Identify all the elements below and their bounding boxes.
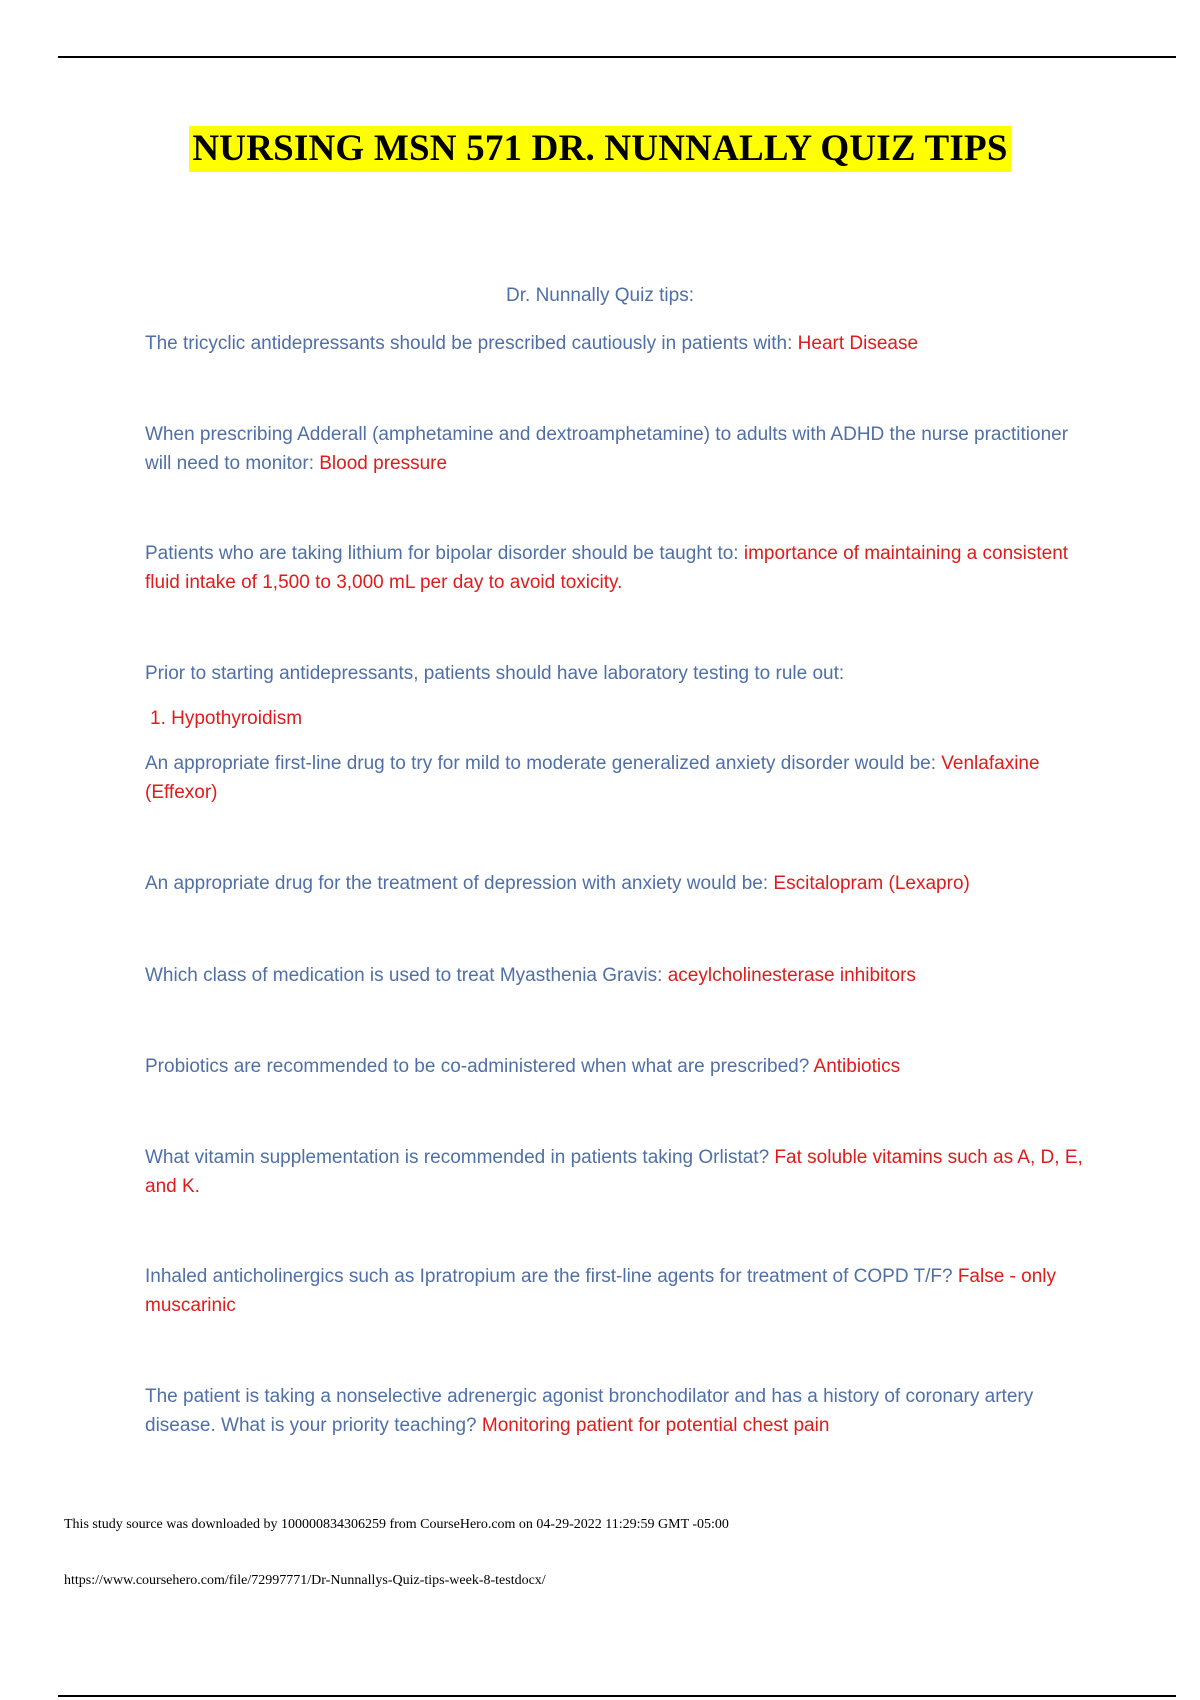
quiz-answer: Fat soluble vitamins such as A, D, E, and K. <box>145 1147 1083 1197</box>
quiz-question: What vitamin supplementation is recommended in patients taking Orlistat? <box>145 1147 775 1168</box>
quiz-answer: aceylcholinesterase inhibitors <box>667 965 916 986</box>
quiz-question: An appropriate first-line drug to try for mild to moderate generalized anxiety disorder would be: <box>145 753 942 774</box>
quiz-item <box>145 1262 1090 1320</box>
quiz-answer: Blood pressure <box>319 453 448 474</box>
quiz-answer: Heart Disease <box>797 333 919 354</box>
document-title: NURSING MSN 571 DR. NUNNALLY QUIZ TIPS <box>189 126 1010 172</box>
quiz-question: Probiotics are recommended to be co-administered when what are prescribed? <box>145 1056 814 1077</box>
top-divider <box>58 56 1176 58</box>
title-container <box>0 126 1200 172</box>
quiz-item <box>145 1382 1090 1440</box>
quiz-item <box>145 961 1090 990</box>
source-url: https://www.coursehero.com/file/72997771/Dr-Nunnallys-Quiz-tips-week-8-testdocx/ <box>64 1573 546 1588</box>
quiz-answer: Antibiotics <box>813 1056 901 1077</box>
quiz-question: Patients who are taking lithium for bipolar disorder should be taught to: <box>145 543 744 564</box>
quiz-question: Which class of medication is used to treat Myasthenia Gravis: <box>145 965 668 986</box>
quiz-answer: False - only muscarinic <box>145 1266 1057 1316</box>
quiz-question: The patient is taking a nonselective adrenergic agonist bronchodilator and has a history of coronary artery disease. What is your priority teaching? <box>145 1386 1034 1436</box>
quiz-item <box>145 329 1090 358</box>
document-subtitle: Dr. Nunnally Quiz tips: <box>506 285 694 306</box>
quiz-answer: importance of maintaining a consistent fluid intake of 1,500 to 3,000 mL per day to avoid toxicity. <box>145 543 1069 593</box>
download-source-note: This study source was downloaded by 100000834306259 from CourseHero.com on 04-29-2022 11:29:59 GMT -05:00 <box>64 1517 729 1532</box>
quiz-question: Prior to starting antidepressants, patients should have laboratory testing to rule out: <box>145 663 845 684</box>
quiz-question: An appropriate drug for the treatment of depression with anxiety would be: <box>145 873 774 894</box>
bottom-divider <box>58 1695 1176 1697</box>
quiz-item <box>145 1143 1090 1201</box>
quiz-question: When prescribing Adderall (amphetamine and dextroamphetamine) to adults with ADHD the nurse practitioner will need to monitor: <box>145 424 1069 474</box>
quiz-question: Inhaled anticholinergics such as Ipratropium are the first-line agents for treatment of COPD T/F? <box>145 1266 958 1287</box>
quiz-answer: Escitalopram (Lexapro) <box>773 873 970 894</box>
quiz-item <box>145 749 1090 807</box>
quiz-item <box>145 659 1090 688</box>
quiz-answer: Monitoring patient for potential chest pain <box>481 1415 830 1436</box>
quiz-item <box>145 869 1090 898</box>
quiz-item <box>145 1052 1090 1081</box>
quiz-item <box>145 420 1090 478</box>
quiz-answer: Venlafaxine (Effexor) <box>145 753 1040 803</box>
quiz-list-answer: 1. Hypothyroidism <box>150 708 303 729</box>
quiz-question: The tricyclic antidepressants should be prescribed cautiously in patients with: <box>145 333 798 354</box>
quiz-item <box>145 539 1090 597</box>
